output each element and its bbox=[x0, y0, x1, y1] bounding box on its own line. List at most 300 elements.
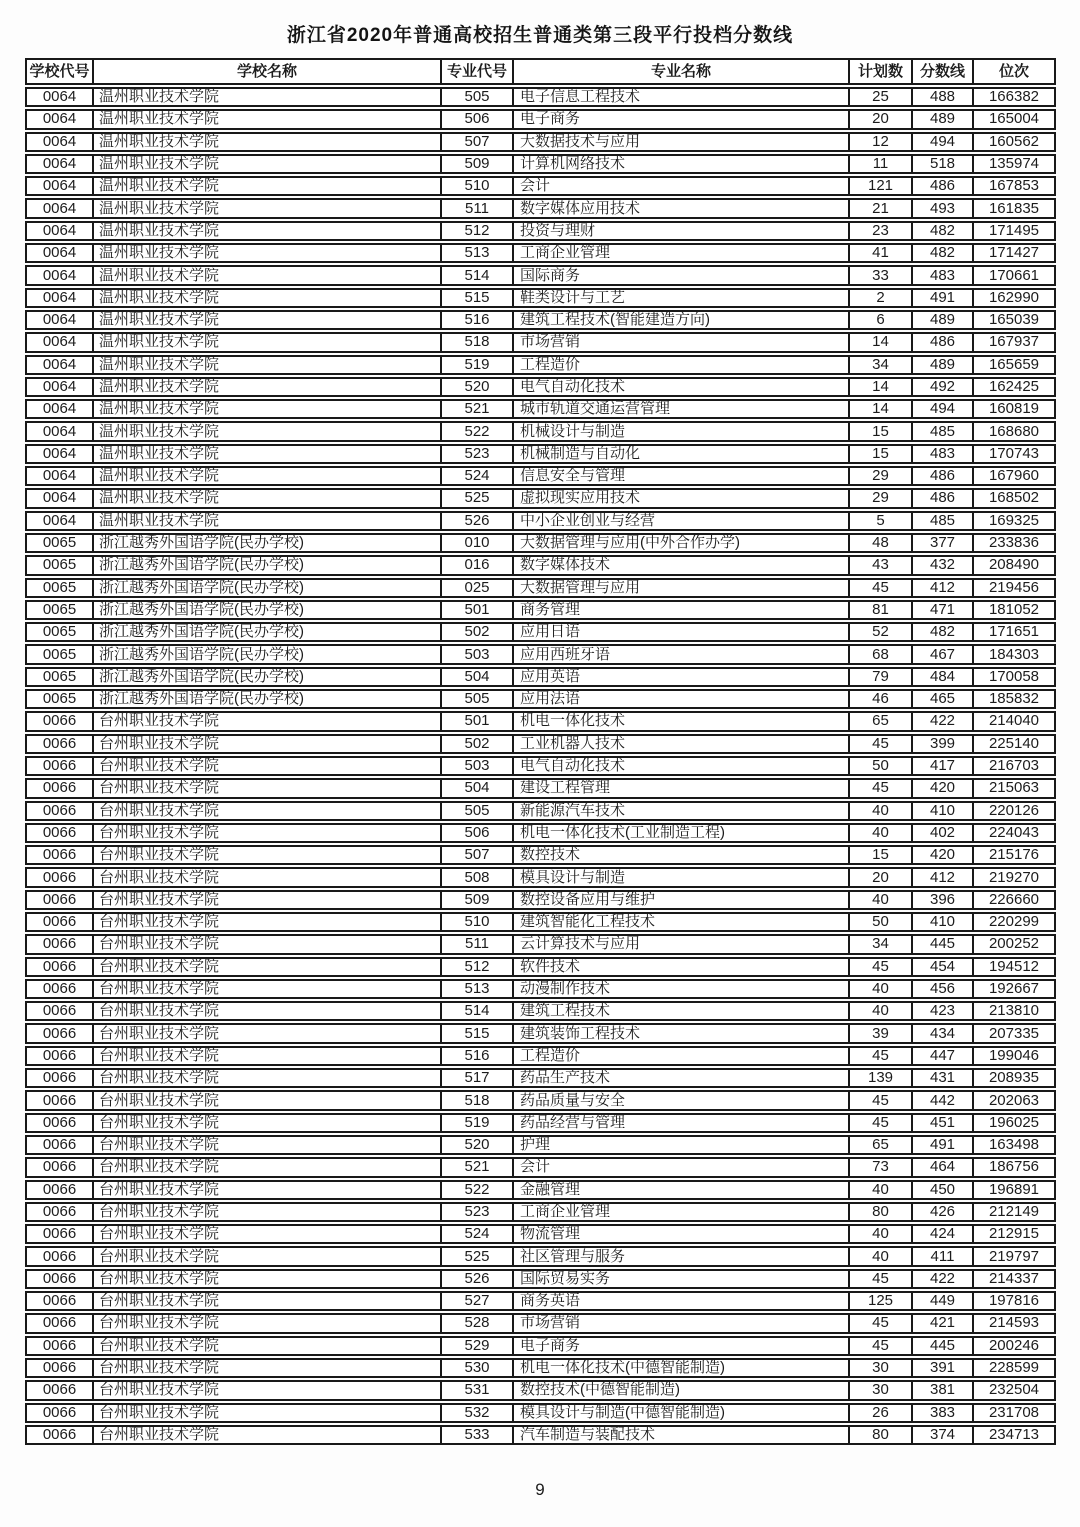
plan-count-cell: 20 bbox=[848, 869, 911, 885]
school-code-cell: 0064 bbox=[42, 334, 77, 351]
school-name-cell: 台州职业技术学院 bbox=[92, 736, 440, 752]
rank-cell: 231708 bbox=[972, 1405, 1054, 1421]
school-name-cell: 温州职业技术学院 bbox=[92, 290, 440, 306]
major-name-cell: 大数据管理与应用 bbox=[512, 580, 848, 596]
school-code-cell: 0066 bbox=[42, 713, 77, 730]
plan-count-cell: 12 bbox=[848, 134, 911, 150]
school-name-cell: 温州职业技术学院 bbox=[92, 423, 440, 439]
school-code-cell: 0065 bbox=[42, 534, 77, 552]
rank-cell: 185832 bbox=[972, 691, 1054, 707]
school-code-cell: 0066 bbox=[42, 802, 77, 819]
score-line-cell: 422 bbox=[911, 713, 972, 729]
major-code-cell: 511 bbox=[440, 200, 512, 216]
table-row bbox=[25, 488, 1056, 508]
score-line-cell: 482 bbox=[911, 624, 972, 640]
major-name-cell: 电子商务 bbox=[512, 1338, 848, 1354]
major-code-cell: 514 bbox=[440, 267, 512, 283]
major-code-cell: 522 bbox=[440, 1182, 512, 1198]
major-code-cell: 523 bbox=[440, 446, 512, 462]
school-code-cell: 0064 bbox=[42, 289, 77, 306]
school-name-cell: 温州职业技术学院 bbox=[92, 178, 440, 194]
school-code-cell: 0064 bbox=[42, 111, 77, 128]
plan-count-cell: 29 bbox=[848, 468, 911, 484]
school-name-cell: 台州职业技术学院 bbox=[92, 825, 440, 841]
score-line-cell: 421 bbox=[911, 1315, 972, 1331]
school-code-cell: 0066 bbox=[42, 847, 77, 864]
school-name-cell: 台州职业技术学院 bbox=[92, 1137, 440, 1153]
table-row bbox=[25, 1246, 1056, 1266]
rank-cell: 135974 bbox=[972, 156, 1054, 172]
rank-cell: 186756 bbox=[972, 1159, 1054, 1175]
plan-count-cell: 40 bbox=[848, 981, 911, 997]
major-name-cell: 国际商务 bbox=[512, 267, 848, 283]
table-row bbox=[25, 622, 1056, 642]
score-line-cell: 485 bbox=[911, 513, 972, 529]
major-name-cell: 建筑智能化工程技术 bbox=[512, 914, 848, 930]
plan-count-cell: 139 bbox=[848, 1070, 911, 1086]
school-code-cell: 0064 bbox=[42, 356, 77, 373]
school-code-cell: 0066 bbox=[42, 780, 77, 797]
school-name-cell: 温州职业技术学院 bbox=[92, 357, 440, 373]
rank-cell: 166382 bbox=[972, 89, 1054, 105]
major-code-cell: 519 bbox=[440, 357, 512, 373]
rank-cell: 170661 bbox=[972, 267, 1054, 283]
school-code-cell: 0065 bbox=[42, 646, 77, 663]
table-row bbox=[25, 132, 1056, 152]
table-row bbox=[25, 957, 1056, 977]
major-code-cell: 522 bbox=[440, 423, 512, 439]
school-name-cell: 台州职业技术学院 bbox=[92, 936, 440, 952]
score-line-cell: 445 bbox=[911, 1338, 972, 1354]
plan-count-cell: 29 bbox=[848, 490, 911, 506]
school-name-cell: 台州职业技术学院 bbox=[92, 1092, 440, 1108]
table-row bbox=[25, 845, 1056, 865]
major-code-cell: 513 bbox=[440, 245, 512, 261]
major-code-cell: 515 bbox=[440, 290, 512, 306]
plan-count-cell: 80 bbox=[848, 1427, 911, 1443]
plan-count-cell: 40 bbox=[848, 803, 911, 819]
major-name-cell: 护理 bbox=[512, 1137, 848, 1153]
table-row bbox=[25, 1001, 1056, 1021]
major-code-cell: 524 bbox=[440, 468, 512, 484]
plan-count-cell: 25 bbox=[848, 89, 911, 105]
score-line-cell: 489 bbox=[911, 312, 972, 328]
plan-count-cell: 40 bbox=[848, 825, 911, 841]
scores-table bbox=[25, 58, 1056, 1447]
rank-cell: 219456 bbox=[972, 580, 1054, 596]
table-row bbox=[25, 578, 1056, 598]
major-code-cell: 503 bbox=[440, 646, 512, 662]
plan-count-cell: 40 bbox=[848, 1248, 911, 1264]
school-code-cell: 0064 bbox=[42, 512, 77, 529]
table-row bbox=[25, 867, 1056, 887]
table-row bbox=[25, 1380, 1056, 1400]
table-row bbox=[25, 355, 1056, 375]
rank-cell: 194512 bbox=[972, 959, 1054, 975]
major-code-cell: 519 bbox=[440, 1115, 512, 1131]
score-line-cell: 482 bbox=[911, 245, 972, 261]
school-name-cell: 浙江越秀外国语学院(民办学校) bbox=[92, 580, 440, 596]
plan-count-cell: 39 bbox=[848, 1025, 911, 1041]
table-row bbox=[25, 1180, 1056, 1200]
plan-count-cell: 81 bbox=[848, 602, 911, 618]
major-name-cell: 建筑装饰工程技术 bbox=[512, 1025, 848, 1041]
school-code-cell: 0066 bbox=[42, 824, 77, 841]
school-code-cell: 0066 bbox=[42, 757, 77, 775]
school-name-cell: 温州职业技术学院 bbox=[92, 156, 440, 172]
rank-cell: 171651 bbox=[972, 624, 1054, 640]
table-row bbox=[25, 1068, 1056, 1088]
major-name-cell: 电子信息工程技术 bbox=[512, 89, 848, 105]
major-code-cell: 510 bbox=[440, 178, 512, 194]
school-code-cell: 0066 bbox=[42, 980, 77, 998]
school-code-cell: 0065 bbox=[42, 668, 77, 685]
rank-cell: 165004 bbox=[972, 111, 1054, 127]
score-line-cell: 411 bbox=[911, 1248, 972, 1264]
major-name-cell: 药品质量与安全 bbox=[512, 1092, 848, 1108]
school-name-cell: 台州职业技术学院 bbox=[92, 758, 440, 774]
school-code-cell: 0066 bbox=[42, 735, 77, 752]
column-header: 位次 bbox=[972, 60, 1054, 83]
major-name-cell: 计算机网络技术 bbox=[512, 156, 848, 172]
major-code-cell: 513 bbox=[440, 981, 512, 997]
column-header: 学校代号 bbox=[29, 62, 90, 80]
table-row bbox=[25, 667, 1056, 687]
major-name-cell: 电气自动化技术 bbox=[512, 758, 848, 774]
school-code-cell: 0066 bbox=[42, 1025, 77, 1042]
table-row bbox=[25, 778, 1056, 798]
table-row bbox=[25, 221, 1056, 241]
major-code-cell: 523 bbox=[440, 1204, 512, 1220]
plan-count-cell: 45 bbox=[848, 780, 911, 796]
rank-cell: 162425 bbox=[972, 379, 1054, 395]
major-name-cell: 机械制造与自动化 bbox=[512, 446, 848, 462]
major-name-cell: 建筑工程技术 bbox=[512, 1003, 848, 1019]
table-row bbox=[25, 288, 1056, 308]
school-name-cell: 台州职业技术学院 bbox=[92, 1248, 440, 1264]
page-title: 浙江省2020年普通高校招生普通类第三段平行投档分数线 bbox=[286, 25, 794, 46]
school-code-cell: 0064 bbox=[42, 445, 77, 462]
table-row bbox=[25, 1336, 1056, 1356]
table-row bbox=[25, 600, 1056, 620]
school-name-cell: 台州职业技术学院 bbox=[92, 1204, 440, 1220]
major-code-cell: 514 bbox=[440, 1003, 512, 1019]
table-row bbox=[25, 421, 1056, 441]
plan-count-cell: 73 bbox=[848, 1159, 911, 1175]
school-code-cell: 0065 bbox=[42, 601, 77, 618]
major-name-cell: 工商企业管理 bbox=[512, 1204, 848, 1220]
table-header-row bbox=[25, 58, 1056, 85]
table-row bbox=[25, 533, 1056, 553]
table-row bbox=[25, 1358, 1056, 1378]
rank-cell: 220126 bbox=[972, 803, 1054, 819]
plan-count-cell: 34 bbox=[848, 936, 911, 952]
score-line-cell: 442 bbox=[911, 1092, 972, 1108]
column-header: 专业名称 bbox=[512, 60, 848, 83]
score-line-cell: 420 bbox=[911, 847, 972, 863]
major-name-cell: 商务管理 bbox=[512, 602, 848, 618]
score-line-cell: 494 bbox=[911, 401, 972, 417]
school-name-cell: 台州职业技术学院 bbox=[92, 1405, 440, 1421]
rank-cell: 216703 bbox=[972, 758, 1054, 774]
plan-count-cell: 45 bbox=[848, 1092, 911, 1108]
plan-count-cell: 45 bbox=[848, 736, 911, 752]
school-code-cell: 0066 bbox=[42, 1226, 77, 1243]
score-line-cell: 484 bbox=[911, 669, 972, 685]
major-code-cell: 505 bbox=[440, 803, 512, 819]
school-code-cell: 0066 bbox=[42, 913, 77, 931]
school-code-cell: 0064 bbox=[42, 311, 77, 329]
plan-count-cell: 34 bbox=[848, 357, 911, 373]
school-name-cell: 台州职业技术学院 bbox=[92, 914, 440, 930]
school-name-cell: 温州职业技术学院 bbox=[92, 334, 440, 350]
table-row bbox=[25, 1202, 1056, 1222]
table-row bbox=[25, 1157, 1056, 1177]
plan-count-cell: 68 bbox=[848, 646, 911, 662]
table-row bbox=[25, 734, 1056, 754]
school-name-cell: 台州职业技术学院 bbox=[92, 803, 440, 819]
major-name-cell: 汽车制造与装配技术 bbox=[512, 1427, 848, 1443]
school-code-cell: 0065 bbox=[42, 557, 77, 574]
plan-count-cell: 40 bbox=[848, 1226, 911, 1242]
rank-cell: 219270 bbox=[972, 869, 1054, 885]
major-name-cell: 模具设计与制造(中德智能制造) bbox=[512, 1405, 848, 1421]
rank-cell: 215176 bbox=[972, 847, 1054, 863]
major-code-cell: 526 bbox=[440, 513, 512, 529]
rank-cell: 214040 bbox=[972, 713, 1054, 729]
score-line-cell: 449 bbox=[911, 1293, 972, 1309]
major-code-cell: 518 bbox=[440, 1092, 512, 1108]
table-row bbox=[25, 823, 1056, 843]
score-line-cell: 447 bbox=[911, 1048, 972, 1064]
school-code-cell: 0066 bbox=[42, 1136, 77, 1154]
school-name-cell: 台州职业技术学院 bbox=[92, 1159, 440, 1175]
column-header: 分数线 bbox=[911, 60, 972, 83]
score-line-cell: 420 bbox=[911, 780, 972, 796]
major-name-cell: 电气自动化技术 bbox=[512, 379, 848, 395]
column-header: 学校名称 bbox=[92, 60, 440, 83]
school-code-cell: 0066 bbox=[42, 1382, 77, 1399]
plan-count-cell: 121 bbox=[848, 178, 911, 194]
rank-cell: 160819 bbox=[972, 401, 1054, 417]
school-name-cell: 台州职业技术学院 bbox=[92, 1382, 440, 1398]
major-code-cell: 502 bbox=[440, 624, 512, 640]
score-line-cell: 396 bbox=[911, 892, 972, 908]
rank-cell: 212149 bbox=[972, 1204, 1054, 1220]
major-name-cell: 数控技术(中德智能制造) bbox=[512, 1382, 848, 1398]
rank-cell: 200252 bbox=[972, 936, 1054, 952]
score-line-cell: 483 bbox=[911, 267, 972, 283]
school-name-cell: 台州职业技术学院 bbox=[92, 1070, 440, 1086]
school-code-cell: 0066 bbox=[42, 936, 77, 953]
plan-count-cell: 50 bbox=[848, 914, 911, 930]
rank-cell: 192667 bbox=[972, 981, 1054, 997]
table-row bbox=[25, 109, 1056, 129]
school-name-cell: 温州职业技术学院 bbox=[92, 379, 440, 395]
major-name-cell: 机电一体化技术(工业制造工程) bbox=[512, 825, 848, 841]
school-code-cell: 0066 bbox=[42, 1070, 77, 1087]
table-row bbox=[25, 890, 1056, 910]
major-code-cell: 506 bbox=[440, 825, 512, 841]
rank-cell: 225140 bbox=[972, 736, 1054, 752]
rank-cell: 214337 bbox=[972, 1271, 1054, 1287]
rank-cell: 207335 bbox=[972, 1025, 1054, 1041]
school-name-cell: 台州职业技术学院 bbox=[92, 1338, 440, 1354]
major-name-cell: 信息安全与管理 bbox=[512, 468, 848, 484]
major-name-cell: 投资与理财 bbox=[512, 223, 848, 239]
school-code-cell: 0066 bbox=[42, 1003, 77, 1020]
score-line-cell: 399 bbox=[911, 736, 972, 752]
score-line-cell: 450 bbox=[911, 1182, 972, 1198]
school-code-cell: 0066 bbox=[42, 1203, 77, 1220]
school-name-cell: 台州职业技术学院 bbox=[92, 1226, 440, 1242]
rank-cell: 165659 bbox=[972, 357, 1054, 373]
major-code-cell: 502 bbox=[440, 736, 512, 752]
major-code-cell: 518 bbox=[440, 334, 512, 350]
score-line-cell: 518 bbox=[911, 156, 972, 172]
major-name-cell: 商务英语 bbox=[512, 1293, 848, 1309]
major-name-cell: 会计 bbox=[512, 1159, 848, 1175]
major-name-cell: 建筑工程技术(智能建造方向) bbox=[512, 312, 848, 328]
table-row bbox=[25, 689, 1056, 709]
plan-count-cell: 40 bbox=[848, 1003, 911, 1019]
school-code-cell: 0066 bbox=[42, 1315, 77, 1332]
major-code-cell: 504 bbox=[440, 669, 512, 685]
major-code-cell: 528 bbox=[440, 1315, 512, 1331]
major-code-cell: 525 bbox=[440, 490, 512, 506]
table-row bbox=[25, 154, 1056, 174]
school-name-cell: 浙江越秀外国语学院(民办学校) bbox=[92, 602, 440, 618]
major-code-cell: 511 bbox=[440, 936, 512, 952]
school-name-cell: 温州职业技术学院 bbox=[92, 200, 440, 216]
rank-cell: 208935 bbox=[972, 1070, 1054, 1086]
table-row bbox=[25, 1023, 1056, 1043]
score-line-cell: 431 bbox=[911, 1070, 972, 1086]
school-name-cell: 台州职业技术学院 bbox=[92, 1360, 440, 1376]
score-line-cell: 426 bbox=[911, 1204, 972, 1220]
rank-cell: 219797 bbox=[972, 1248, 1054, 1264]
score-line-cell: 417 bbox=[911, 758, 972, 774]
school-name-cell: 台州职业技术学院 bbox=[92, 1025, 440, 1041]
rank-cell: 196891 bbox=[972, 1182, 1054, 1198]
plan-count-cell: 40 bbox=[848, 1182, 911, 1198]
score-line-cell: 377 bbox=[911, 535, 972, 551]
score-line-cell: 445 bbox=[911, 936, 972, 952]
rank-cell: 202063 bbox=[972, 1092, 1054, 1108]
school-code-cell: 0066 bbox=[42, 1270, 77, 1287]
rank-cell: 215063 bbox=[972, 780, 1054, 796]
plan-count-cell: 45 bbox=[848, 1315, 911, 1331]
plan-count-cell: 45 bbox=[848, 1338, 911, 1354]
major-name-cell: 数控技术 bbox=[512, 847, 848, 863]
major-code-cell: 530 bbox=[440, 1360, 512, 1376]
school-name-cell: 台州职业技术学院 bbox=[92, 1048, 440, 1064]
score-line-cell: 383 bbox=[911, 1405, 972, 1421]
plan-count-cell: 45 bbox=[848, 580, 911, 596]
score-line-cell: 485 bbox=[911, 423, 972, 439]
major-code-cell: 516 bbox=[440, 312, 512, 328]
school-code-cell: 0066 bbox=[42, 869, 77, 886]
plan-count-cell: 45 bbox=[848, 1115, 911, 1131]
major-code-cell: 532 bbox=[440, 1405, 512, 1421]
school-code-cell: 0064 bbox=[42, 378, 77, 395]
school-code-cell: 0064 bbox=[42, 178, 77, 195]
score-line-cell: 486 bbox=[911, 334, 972, 350]
school-name-cell: 浙江越秀外国语学院(民办学校) bbox=[92, 691, 440, 707]
score-line-cell: 486 bbox=[911, 468, 972, 484]
major-code-cell: 533 bbox=[440, 1427, 512, 1443]
plan-count-cell: 65 bbox=[848, 713, 911, 729]
table-row bbox=[25, 1135, 1056, 1155]
score-line-cell: 492 bbox=[911, 379, 972, 395]
rank-cell: 197816 bbox=[972, 1293, 1054, 1309]
rank-cell: 171495 bbox=[972, 223, 1054, 239]
table-row bbox=[25, 511, 1056, 531]
plan-count-cell: 14 bbox=[848, 379, 911, 395]
rank-cell: 184303 bbox=[972, 646, 1054, 662]
major-name-cell: 数字媒体应用技术 bbox=[512, 200, 848, 216]
school-name-cell: 温州职业技术学院 bbox=[92, 111, 440, 127]
table-row bbox=[25, 644, 1056, 664]
plan-count-cell: 33 bbox=[848, 267, 911, 283]
major-name-cell: 药品经营与管理 bbox=[512, 1115, 848, 1131]
school-code-cell: 0064 bbox=[42, 222, 77, 239]
table-row bbox=[25, 555, 1056, 575]
major-code-cell: 517 bbox=[440, 1070, 512, 1086]
plan-count-cell: 125 bbox=[848, 1293, 911, 1309]
rank-cell: 233836 bbox=[972, 535, 1054, 551]
table-row bbox=[25, 1224, 1056, 1244]
major-name-cell: 数控设备应用与维护 bbox=[512, 892, 848, 908]
score-line-cell: 412 bbox=[911, 580, 972, 596]
score-line-cell: 465 bbox=[911, 691, 972, 707]
rank-cell: 168502 bbox=[972, 490, 1054, 506]
school-name-cell: 温州职业技术学院 bbox=[92, 490, 440, 506]
major-name-cell: 社区管理与服务 bbox=[512, 1248, 848, 1264]
major-code-cell: 509 bbox=[440, 892, 512, 908]
major-code-cell: 503 bbox=[440, 758, 512, 774]
school-code-cell: 0064 bbox=[42, 401, 77, 418]
column-header: 专业代号 bbox=[440, 60, 512, 83]
school-code-cell: 0066 bbox=[42, 958, 77, 975]
major-name-cell: 市场营销 bbox=[512, 1315, 848, 1331]
school-name-cell: 温州职业技术学院 bbox=[92, 446, 440, 462]
school-name-cell: 温州职业技术学院 bbox=[92, 223, 440, 239]
rank-cell: 234713 bbox=[972, 1427, 1054, 1443]
school-code-cell: 0065 bbox=[42, 579, 77, 596]
plan-count-cell: 11 bbox=[848, 156, 911, 172]
table-row bbox=[25, 310, 1056, 330]
major-name-cell: 鞋类设计与工艺 bbox=[512, 290, 848, 306]
rank-cell: 213810 bbox=[972, 1003, 1054, 1019]
school-code-cell: 0066 bbox=[42, 1293, 77, 1310]
major-code-cell: 501 bbox=[440, 713, 512, 729]
rank-cell: 232504 bbox=[972, 1382, 1054, 1398]
school-name-cell: 台州职业技术学院 bbox=[92, 959, 440, 975]
rank-cell: 228599 bbox=[972, 1360, 1054, 1376]
major-name-cell: 药品生产技术 bbox=[512, 1070, 848, 1086]
rank-cell: 168680 bbox=[972, 423, 1054, 439]
school-code-cell: 0066 bbox=[42, 1404, 77, 1421]
score-line-cell: 467 bbox=[911, 646, 972, 662]
rank-cell: 200246 bbox=[972, 1338, 1054, 1354]
plan-count-cell: 5 bbox=[848, 513, 911, 529]
major-name-cell: 中小企业创业与经营 bbox=[512, 513, 848, 529]
major-name-cell: 城市轨道交通运营管理 bbox=[512, 401, 848, 417]
table-row bbox=[25, 176, 1056, 196]
plan-count-cell: 20 bbox=[848, 111, 911, 127]
school-name-cell: 台州职业技术学院 bbox=[92, 847, 440, 863]
